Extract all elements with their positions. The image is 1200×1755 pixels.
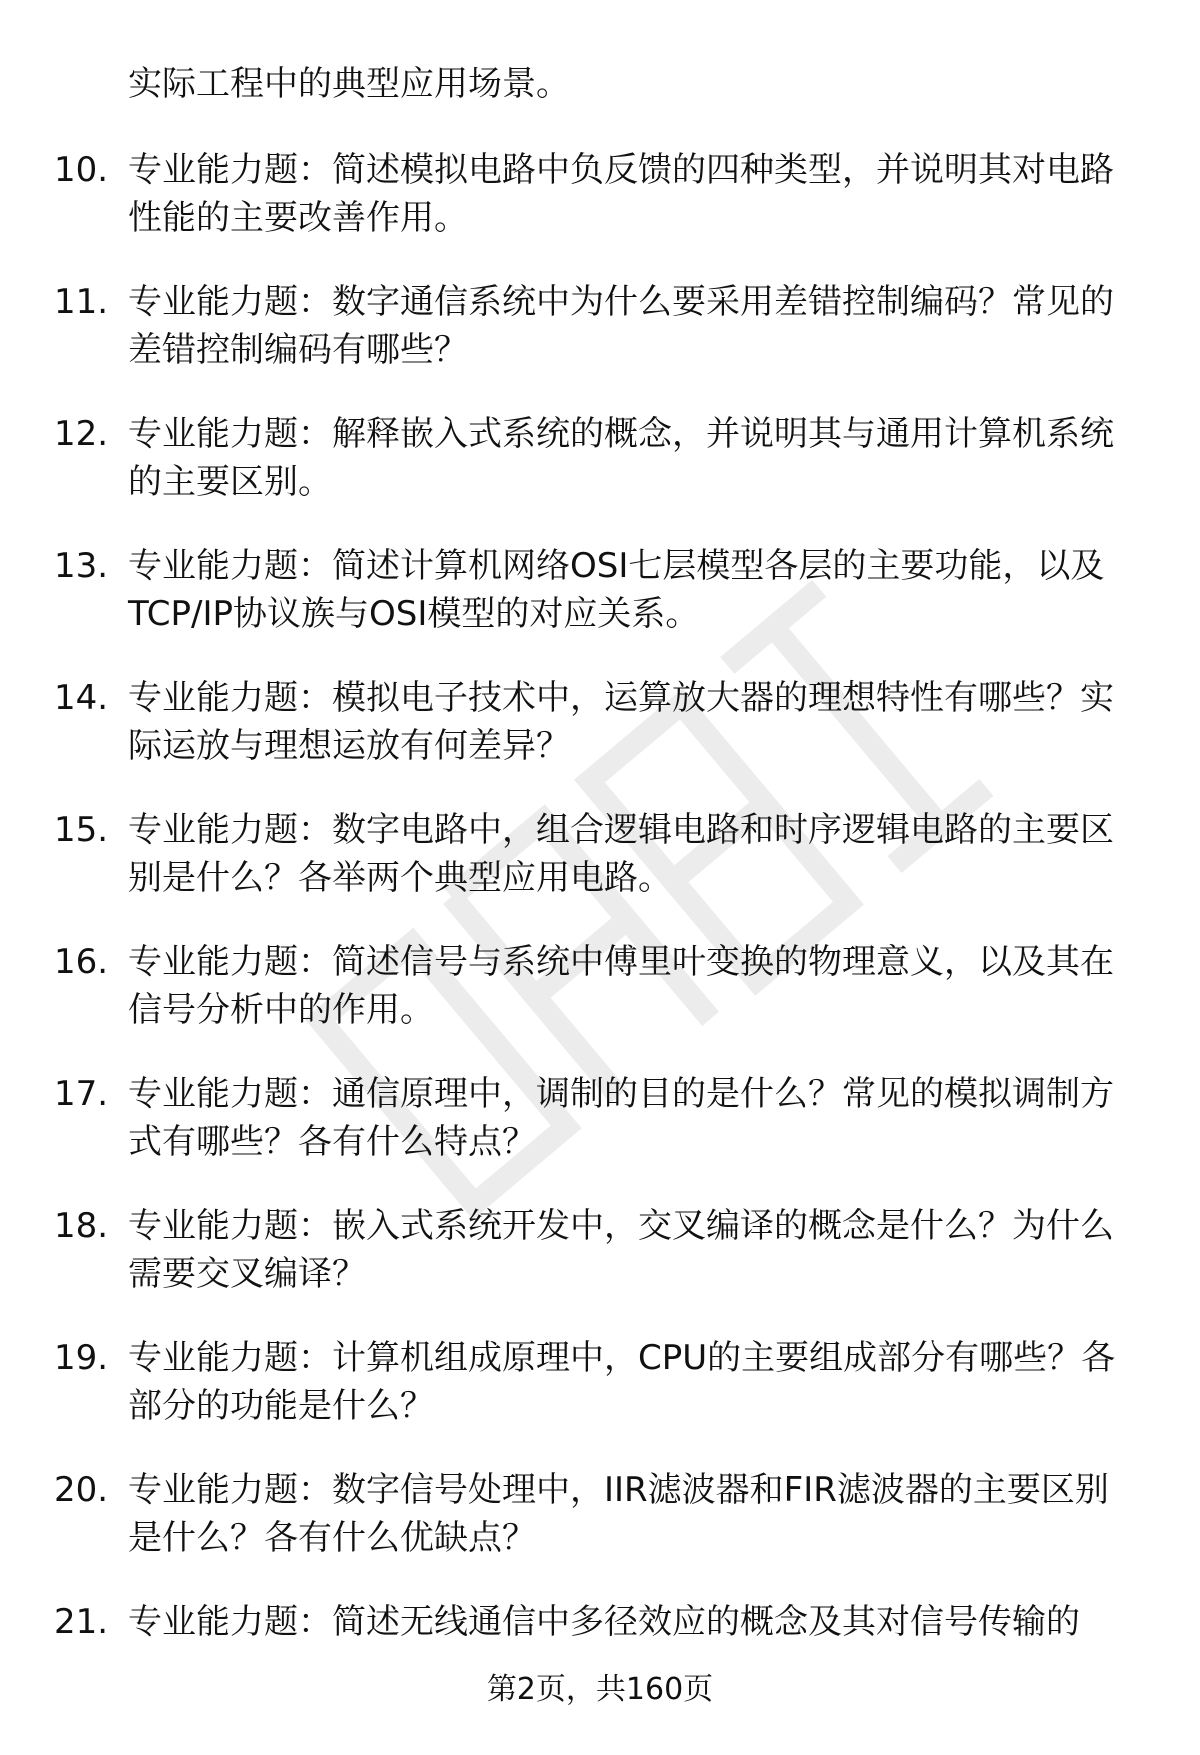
question-text: 专业能力题：计算机组成原理中，CPU的主要组成部分有哪些？各部分的功能是什么？ <box>128 1338 1116 1426</box>
question-item <box>0 1466 1200 1598</box>
question-text: 专业能力题：通信原理中，调制的目的是什么？常见的模拟调制方式有哪些？各有什么特点？ <box>128 1074 1114 1162</box>
question-list <box>0 146 1200 1730</box>
question-item <box>0 1202 1200 1334</box>
question-text: 专业能力题：数字电路中，组合逻辑电路和时序逻辑电路的主要区别是什么？各举两个典型应用电路。 <box>128 810 1114 898</box>
question-number: 12. <box>54 414 109 454</box>
question-number: 13. <box>54 546 109 586</box>
question-item <box>0 146 1200 278</box>
question-item <box>0 542 1200 674</box>
question-number: 21. <box>54 1602 109 1642</box>
question-item <box>0 938 1200 1070</box>
question-text: 专业能力题：解释嵌入式系统的概念，并说明其与通用计算机系统的主要区别。 <box>128 414 1114 502</box>
question-text: 专业能力题：数字信号处理中，IIR滤波器和FIR滤波器的主要区别是什么？各有什么优缺点？ <box>128 1470 1109 1558</box>
question-text: 专业能力题：简述模拟电路中负反馈的四种类型，并说明其对电路性能的主要改善作用。 <box>128 150 1114 238</box>
question-item <box>0 674 1200 806</box>
page-indicator: 第2页，共160页 <box>486 1672 714 1707</box>
question-number: 20. <box>54 1470 109 1510</box>
question-item <box>0 1334 1200 1466</box>
question-text: 专业能力题：简述无线通信中多径效应的概念及其对信号传输的 <box>128 1602 1080 1642</box>
question-item <box>0 1070 1200 1202</box>
question-item <box>0 278 1200 410</box>
question-text: 专业能力题：数字通信系统中为什么要采用差错控制编码？常见的差错控制编码有哪些？ <box>128 282 1114 370</box>
question-item <box>0 1598 1200 1730</box>
question-text: 专业能力题：模拟电子技术中，运算放大器的理想特性有哪些？实际运放与理想运放有何差异？ <box>128 678 1114 766</box>
question-number: 19. <box>54 1338 109 1378</box>
question-item <box>0 410 1200 542</box>
question-number: 11. <box>54 282 109 322</box>
question-number: 15. <box>54 810 109 850</box>
continuation-text: 实际工程中的典型应用场景。 <box>128 64 570 104</box>
question-item <box>0 806 1200 938</box>
question-text: 专业能力题：简述信号与系统中傅里叶变换的物理意义，以及其在信号分析中的作用。 <box>128 942 1114 1030</box>
question-number: 10. <box>54 150 109 190</box>
question-number: 18. <box>54 1206 109 1246</box>
question-text: 专业能力题：嵌入式系统开发中，交叉编译的概念是什么？为什么需要交叉编译？ <box>128 1206 1114 1294</box>
question-text: 专业能力题：简述计算机网络OSI七层模型各层的主要功能，以及TCP/IP协议族与OSI模型的对应关系。 <box>128 546 1105 634</box>
question-number: 14. <box>54 678 109 718</box>
question-number: 16. <box>54 942 109 982</box>
question-number: 17. <box>54 1074 109 1114</box>
